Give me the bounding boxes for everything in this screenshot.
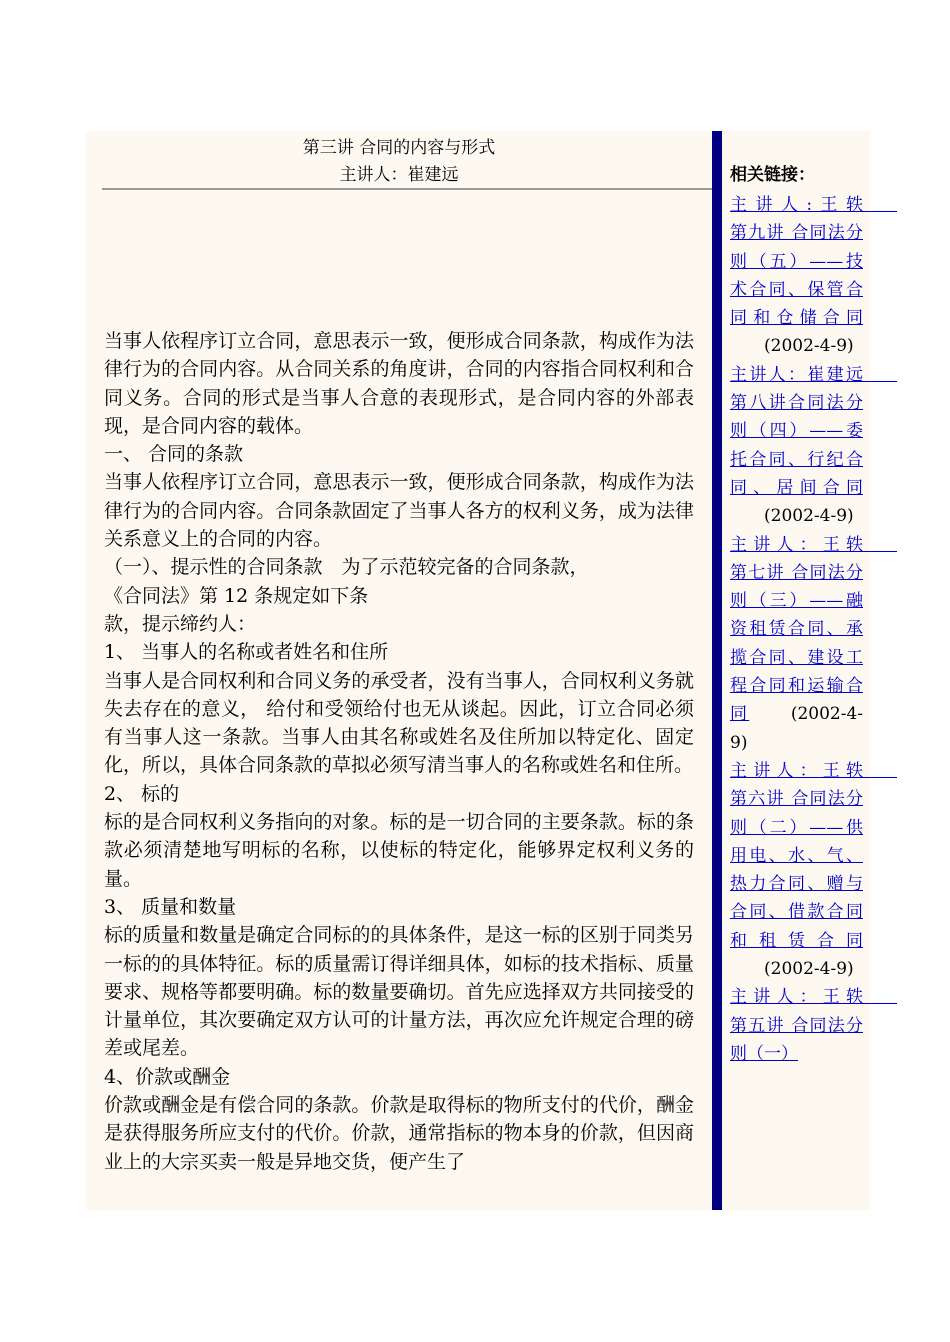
subsection-heading: （一）、提示性的合同条款 为了示范较完备的合同条款，	[104, 556, 589, 579]
related-link-item	[730, 191, 897, 361]
article-paragraph: 价款或酬金是有偿合同的条款。价款是取得标的物所支付的代价，酬金是获得服务所应支付的代价。价款，通常指标的物本身的价款，但因商业上的大宗买卖一般是异地交货，便产生了	[104, 1094, 694, 1173]
link-date: (2002-4-9)	[730, 704, 864, 753]
related-link[interactable]: 主讲人：王轶 第五讲 合同法分则（一）	[730, 987, 897, 1064]
related-links-sidebar	[722, 131, 897, 1210]
related-link-item	[730, 757, 897, 983]
item-heading: 3、 质量和数量	[104, 895, 237, 918]
article-paragraph: 当事人依程序订立合同，意思表示一致，便形成合同条款，构成作为法律行为的合同内容。从合同关系的角度讲，合同的内容指合同权利和合同义务。合同的形式是当事人合意的表现形式，是合同内容的外部表现，是合同内容的载体。	[104, 330, 694, 437]
link-date: (2002-4-9)	[764, 506, 854, 527]
related-link[interactable]: 主讲人：王轶 第六讲 合同法分则（二）——供用电、水、气、热力合同、赠与合同、借款合同和租赁合同	[730, 760, 897, 951]
article-paragraph: 《合同法》第 12 条规定如下条	[104, 584, 369, 607]
related-link-item	[730, 531, 897, 757]
related-links-list	[730, 191, 897, 1068]
article-paragraph: 标的是合同权利义务指向的对象。标的是一切合同的主要条款。标的条款必须清楚地写明标的名称，以使标的特定化，能够界定权利义务的量。	[104, 811, 694, 890]
article-speaker: 主讲人：崔建远	[339, 165, 459, 185]
article-body	[104, 327, 694, 1176]
article-paragraph: 款，提示缔约人：	[104, 612, 257, 635]
item-heading: 1、 当事人的名称或者姓名和住所	[104, 641, 389, 664]
related-link[interactable]: 主讲人：崔建远 第八讲合同法分则（四）——委托合同、行纪合同、居间合同	[730, 364, 897, 498]
column-divider	[712, 131, 722, 1210]
article-paragraph: 当事人是合同权利和合同义务的承受者，没有当事人，合同权利义务就失去存在的意义， 给付和受领给付也无从谈起。因此，订立合同必须有当事人这一条款。当事人由其名称或姓名及住所加以特定化、固定化，所以，具体合同条款的草拟必须写清当事人的名称或姓名和住所。	[104, 669, 694, 777]
related-link-item	[730, 983, 897, 1068]
article-paragraph: 标的质量和数量是确定合同标的的具体条件，是这一标的区别于同类另一标的的具体特征。标的质量需订得详细具体，如标的技术指标、质量要求、规格等都要明确。标的数量要确切。首先应选择双方共同接受的计量单位，其次要确定双方认可的计量方法，再次应允许规定合理的磅差或尾差。	[104, 924, 694, 1060]
link-date: (2002-4-9)	[764, 959, 854, 980]
article-title: 第三讲 合同的内容与形式	[302, 138, 496, 158]
related-links-heading: 相关链接：	[730, 165, 815, 185]
title-divider	[102, 188, 712, 190]
item-heading: 4、价款或酬金	[104, 1065, 231, 1088]
section-heading: 一、 合同的条款	[104, 443, 244, 466]
article-paragraph: 当事人依程序订立合同，意思表示一致，便形成合同条款，构成作为法律行为的合同内容。合同条款固定了当事人各方的权利义务，成为法律关系意义上的合同的内容。	[104, 471, 694, 551]
article-panel	[86, 131, 712, 1210]
related-link[interactable]: 主讲人:王轶 第九讲 合同法分则（五）——技术合同、保管合同和仓储合同	[730, 195, 897, 329]
link-date: (2002-4-9)	[764, 336, 854, 357]
related-link-item	[730, 361, 897, 531]
item-heading: 2、 标的	[104, 782, 180, 805]
related-link[interactable]: 主讲人：王轶 第七讲 合同法分则（三）——融资租赁合同、承揽合同、建设工程合同和运输合同	[730, 534, 897, 725]
